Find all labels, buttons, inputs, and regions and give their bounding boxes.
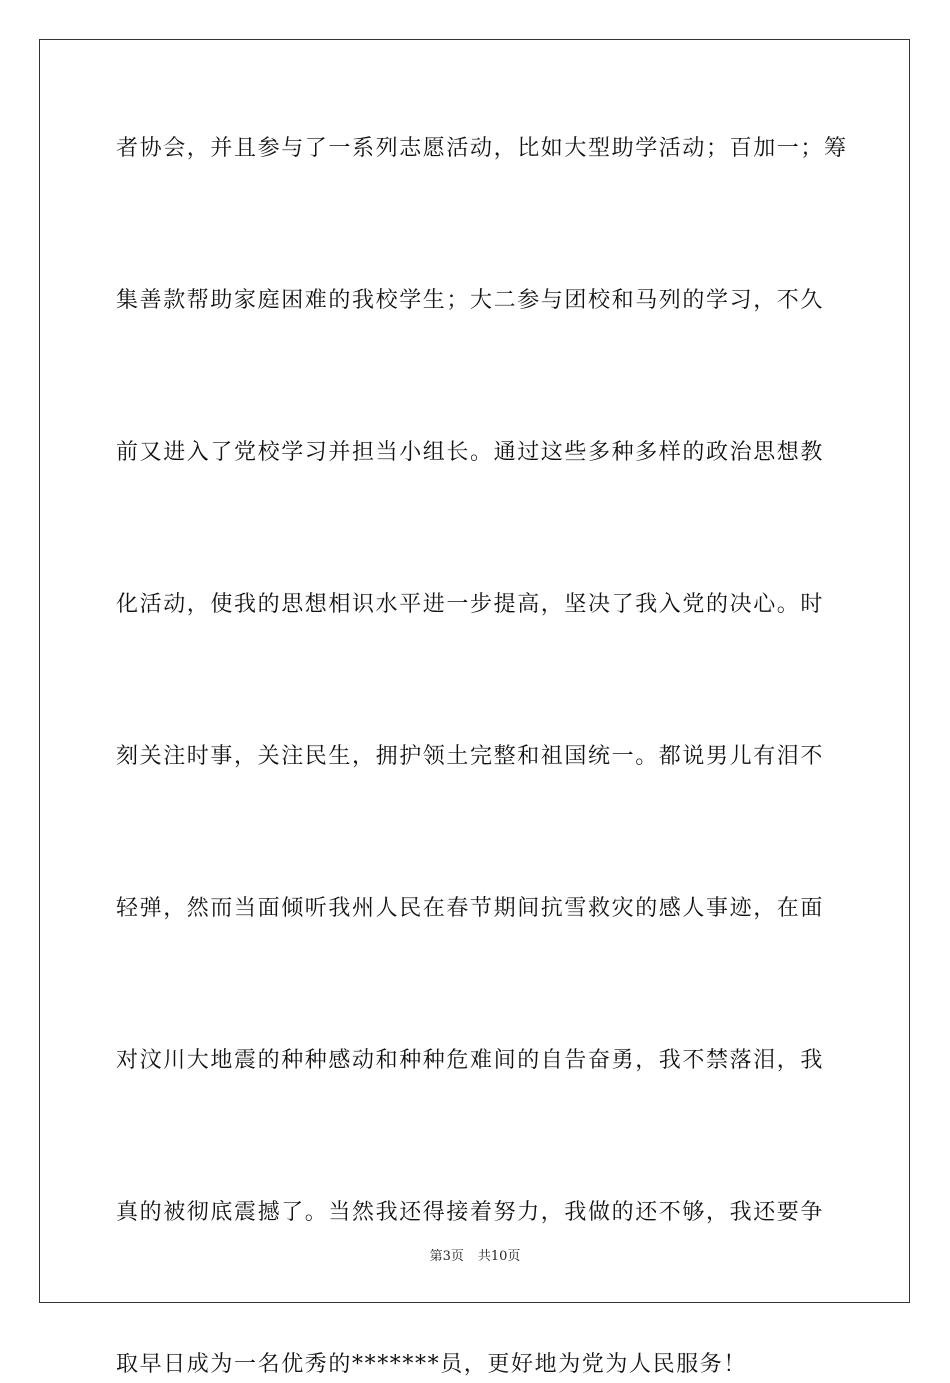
text-line: 对汶川大地震的种种感动和种种危难间的自告奋勇，我不禁落泪，我 [116,1048,825,1073]
text-line: 者协会，并且参与了一系列志愿活动，比如大型助学活动；百加一；筹 [116,136,848,161]
page-footer [0,1248,950,1266]
page-number: 第3页 [429,1249,464,1264]
document-body [116,130,848,1383]
text-line: 刻关注时事，关注民生，拥护领土完整和祖国统一。都说男儿有泪不 [116,744,825,769]
text-line: 化活动，使我的思想相识水平进一步提高，坚决了我入党的决心。时 [116,592,825,617]
text-line: 集善款帮助家庭困难的我校学生；大二参与团校和马列的学习，不久 [116,288,825,313]
page-total: 共10页 [477,1249,521,1264]
text-line: 真的被彻底震撼了。当然我还得接着努力，我做的还不够，我还要争 [116,1200,825,1225]
text-line: 轻弹，然而当面倾听我州人民在春节期间抗雪救灾的感人事迹，在面 [116,896,825,921]
text-line: 前又进入了党校学习并担当小组长。通过这些多种多样的政治思想教 [116,440,825,465]
text-line: 取早日成为一名优秀的*******员，更好地为党为人民服务！ [116,1352,748,1377]
